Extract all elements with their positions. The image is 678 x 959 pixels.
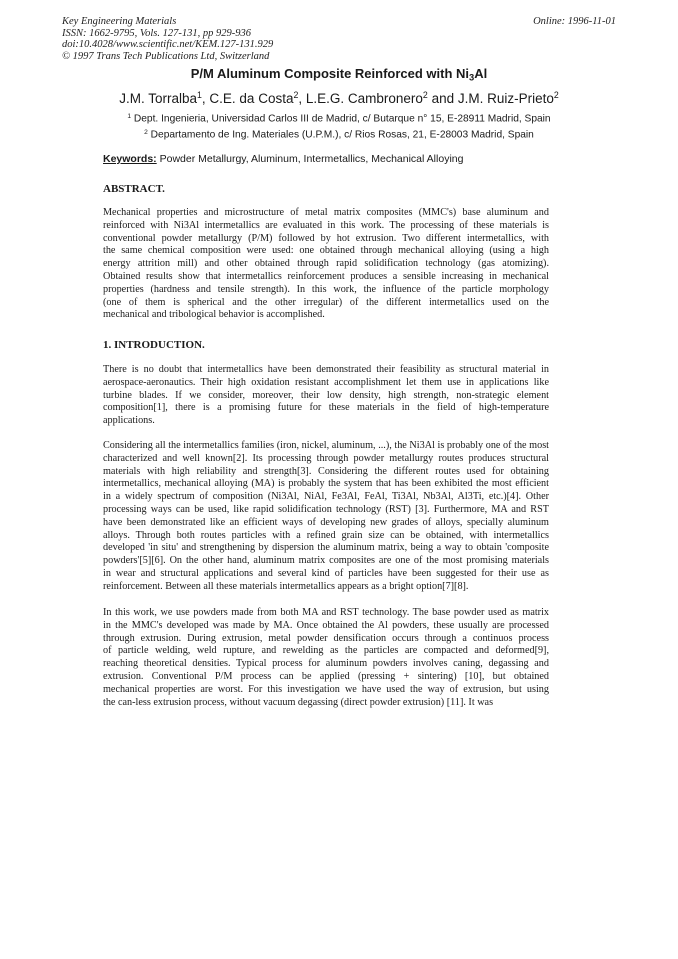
- title-main: P/M Aluminum Composite Reinforced with Ni: [190, 66, 470, 81]
- author-4: and J.M. Ruiz-Prieto: [427, 90, 554, 106]
- author-4-affiliation: 2: [553, 90, 559, 100]
- issn-line: ISSN: 1662-9795, Vols. 127-131, pp 929-936: [62, 27, 251, 39]
- text-line: the can-less extrusion process, without vacuum degassing (direct powder extrusion) [11]. It was: [103, 696, 494, 708]
- text-line: aerospace-aeronautics. Their high oxidation resistant accomplishment let them use in applications like: [103, 376, 549, 388]
- text-line: Mechanical properties and microstructure of metal matrix composites (MMC's) base aluminum and: [103, 207, 549, 218]
- affiliation-1-text: Dept. Ingenieria, Universidad Carlos III de Madrid, c/ Butarque n° 15, E-28911 Madrid, Spain: [131, 113, 551, 125]
- text-line: alloys. Through both routes particles with a refined grain size can be obtained, with intermetallics: [103, 529, 549, 541]
- text-line: extrusion. Conventional P/M process can be applied (pressing + sintering) [10], but obtained: [103, 670, 549, 682]
- journal-header: [62, 16, 273, 62]
- text-line: properties (hardness and tensile strength). In this work, the influence of the particle morphology: [103, 283, 549, 295]
- text-line: mechanical and tribological behavior is accomplished.: [103, 309, 325, 321]
- text-line: energy attrition mill) and other obtained through rapid solidification technology (gas atomizing).: [103, 258, 549, 270]
- text-line: processing ways can be used, like rapid solidification technology (RST) [3]. Furthermore, MA and RST: [103, 503, 549, 515]
- copyright-line: © 1997 Trans Tech Publications Ltd, Switzerland: [62, 50, 270, 62]
- text-line: in the MMC's developed was made by MA. Once obtained the Al powders, these usually are processed: [103, 619, 549, 631]
- text-line: applications.: [103, 415, 155, 427]
- text-line: turbine blades. If we consider, moreover, their low density, high strength, non-strategic element: [103, 389, 549, 401]
- text-line: Considering all the intermetallics families (iron, nickel, aluminum, ...), the Ni3Al is probably one of the most: [103, 440, 549, 451]
- text-line: through extrusion. During extrusion, metal powder densification occurs through a continuos process: [103, 632, 549, 644]
- text-line: developed 'in situ' and strengthening by dispersion the aluminum matrix, being a way to obtain 'composite: [103, 542, 549, 554]
- text-line: There is no doubt that intermetallics have been demonstrated their feasibility as structural material in: [103, 364, 549, 375]
- text-line: reinforcement. Between all these materials intermetallics appears as a bright option[7][8].: [103, 580, 469, 592]
- affiliation-1-number: 1: [127, 113, 132, 120]
- introduction-heading: 1. INTRODUCTION.: [103, 339, 205, 351]
- intro-paragraph-1: [103, 364, 549, 428]
- title-end: Al: [474, 66, 488, 81]
- affiliation-2-text: Departamento de Ing. Materiales (U.P.M.), c/ Rios Rosas, 21, E-28003 Madrid, Spain: [147, 129, 534, 141]
- text-line: intermetallics, mechanical alloying (MA) is probably the system that has been exhibited the most efficient: [103, 478, 549, 490]
- text-line: composition[1], there is a promising future for these materials in the field of high-temperature: [103, 402, 549, 414]
- text-line: the same chemical composition were used: one obtained through mechanical alloying (using a high: [103, 245, 549, 257]
- affiliation-1: [0, 113, 678, 125]
- affiliation-2-number: 2: [144, 129, 148, 136]
- journal-name: Key Engineering Materials: [62, 16, 177, 27]
- text-line: have been demonstrated like an efficient ways of developing new grades of alloys, specially aluminum: [103, 516, 549, 528]
- online-date: Online: 1996-11-01: [533, 16, 616, 27]
- abstract-paragraph: [103, 207, 549, 322]
- author-2: , C.E. da Costa: [201, 90, 294, 106]
- text-line: materials with high reliability and strength[3]. Considering the different routes used for obtaining: [103, 465, 549, 477]
- text-line: of particle welding, weld rupture, and rewelding as the particles are compacted and deformed[9],: [103, 645, 549, 657]
- keywords-text: Powder Metallurgy, Aluminum, Intermetallics, Mechanical Alloying: [156, 153, 464, 165]
- text-line: in wear and structural applications and several kind of particles have been suggested for their use as: [103, 567, 549, 579]
- doi-line: doi:10.4028/www.scientific.net/KEM.127-131.929: [62, 39, 274, 50]
- text-line: (one of them is spherical and the other irregular) of the different intermetallics used on the: [103, 296, 549, 308]
- text-line: mechanical properties are worst. For this investigation we have used the way of extrusion, but using: [103, 683, 549, 695]
- text-line: reaching theoretical densities. Typical process for aluminum powders involves caning, degassing and: [103, 658, 549, 670]
- author-list: [0, 90, 678, 106]
- intro-paragraph-3: [103, 607, 549, 709]
- intro-paragraph-2: [103, 440, 549, 594]
- author-1: J.M. Torralba: [119, 90, 198, 106]
- keywords-label: Keywords:: [103, 153, 157, 165]
- author-3: , L.E.G. Cambronero: [298, 90, 423, 106]
- abstract-heading: ABSTRACT.: [103, 183, 165, 195]
- author-3-affiliation: 2: [422, 90, 428, 100]
- text-line: in a widely spectrum of composition (Ni3Al, NiAl, Fe3Al, FeAl, Ti3Al, Nb3Al, Al3Ti, etc.)[4]. Other: [103, 491, 549, 503]
- affiliation-2: [0, 129, 678, 141]
- author-1-affiliation: 1: [197, 90, 202, 100]
- text-line: In this work, we use powders made from both MA and RST technology. The base powder used as matrix: [103, 607, 549, 618]
- text-line: reinforced with Ni3Al intermetallics are evaluated in this work. The processing of these materials is: [103, 219, 549, 231]
- author-2-affiliation: 2: [293, 90, 299, 100]
- keywords: [103, 153, 463, 165]
- text-line: powders'[5][6]. On the other hand, aluminum matrix composites are one of the most promising materials: [103, 555, 549, 567]
- title-subscript: 3: [469, 72, 475, 83]
- paper-title: [0, 66, 678, 82]
- text-line: Obtained results show that intermetallics reinforcement produces a sensible increasing in mechanical: [103, 270, 549, 282]
- text-line: characterized and well known[2]. Its processing through powder metallurgy routes produces structural: [103, 452, 549, 464]
- text-line: conventional powder metallurgy (P/M) followed by hot extrusion. Two different intermetallics, with: [103, 232, 549, 244]
